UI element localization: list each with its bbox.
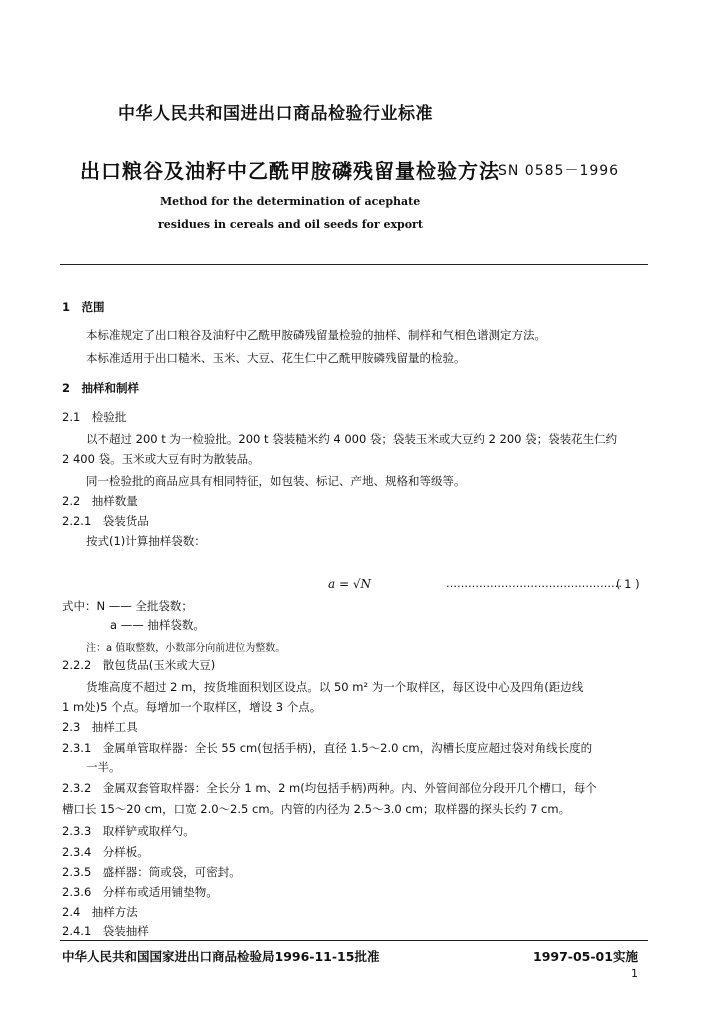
- formula: a = √N: [328, 577, 371, 591]
- clause-heading: 2.4.1 袋装抽样: [62, 924, 149, 938]
- paragraph: 以不超过 200 t 为一检验批。200 t 袋装糙米约 4 000 袋；袋装玉米或大豆约 2 200 袋；袋装花生仁约: [86, 432, 618, 446]
- english-title-line-2: residues in cereals and oil seeds for export: [158, 218, 423, 231]
- list-item: 2.3.6 分样布或适用铺垫物。: [62, 885, 218, 899]
- note: 注：a 值取整数，小数部分向前进位为整数。: [86, 643, 286, 654]
- formula-where: 式中：N —— 全批袋数；: [62, 599, 193, 613]
- clause-heading: 2.3 抽样工具: [62, 720, 138, 734]
- effective-date: 1997-05-01实施: [533, 949, 638, 964]
- paragraph: 本标准规定了出口粮谷及油籽中乙酰甲胺磷残留量检验的抽样、制样和气相色谱测定方法。: [86, 328, 546, 342]
- formula-leader-dots: …………………………………………: [446, 577, 622, 590]
- standard-header: 中华人民共和国进出口商品检验行业标准: [118, 104, 433, 124]
- clause-heading: 2.4 抽样方法: [62, 905, 138, 919]
- list-item: 2.3.5 盛样器：筒或袋，可密封。: [62, 865, 241, 879]
- paragraph: 槽口长 15～20 cm，口宽 2.0～2.5 cm。内管的内径为 2.5～3.0 cm；取样器的探头长约 7 cm。: [62, 802, 571, 816]
- paragraph: 本标准适用于出口糙米、玉米、大豆、花生仁中乙酰甲胺磷残留量的检验。: [86, 351, 466, 365]
- paragraph: 同一检验批的商品应具有相同特征，如包装、标记、产地、规格和等级等。: [86, 474, 466, 488]
- paragraph: 按式(1)计算抽样袋数：: [86, 534, 206, 548]
- clause-heading: 2.2.1 袋装货品: [62, 514, 149, 528]
- paragraph: 2.3.1 金属单管取样器：全长 55 cm(包括手柄)，直径 1.5～2.0 cm，沟槽长度应超过袋对角线长度的: [62, 741, 593, 755]
- paragraph: 2 400 袋。玉米或大豆有时为散装品。: [62, 452, 260, 466]
- clause-heading: 2.1 检验批: [62, 410, 127, 424]
- list-item: 2.3.3 取样铲或取样勺。: [62, 824, 195, 838]
- english-title-line-1: Method for the determination of acephate: [160, 195, 421, 208]
- clause-heading: 2.2.2 散包货品(玉米或大豆): [62, 658, 216, 672]
- list-item: 2.3.4 分样板。: [62, 845, 149, 859]
- standard-code: SN 0585－1996: [498, 163, 620, 179]
- formula-number: ( 1 ): [616, 577, 640, 591]
- paragraph: 一半。: [86, 760, 121, 774]
- paragraph: 2.3.2 金属双套管取样器：全长分 1 m、2 m(均包括手柄)两种。内、外管间部位分段开几个槽口，每个: [62, 781, 597, 795]
- formula-where: a —— 抽样袋数。: [110, 618, 205, 632]
- section-1-heading: 1 范围: [62, 300, 105, 314]
- document-title: 出口粮谷及油籽中乙酰甲胺磷残留量检验方法: [80, 159, 500, 183]
- clause-heading: 2.2 抽样数量: [62, 494, 138, 508]
- header-rule: [60, 264, 648, 265]
- paragraph: 货堆高度不超过 2 m，按货堆面积划区设点。以 50 m² 为一个取样区，每区设中心及四角(距边线: [86, 680, 584, 694]
- footer-rule: [60, 940, 648, 941]
- section-2-heading: 2 抽样和制样: [62, 381, 140, 395]
- page-number: 1: [631, 967, 638, 980]
- approval-line: 中华人民共和国国家进出口商品检验局1996-11-15批准: [62, 949, 380, 964]
- paragraph: 1 m处)5 个点。每增加一个取样区，增设 3 个点。: [62, 700, 322, 714]
